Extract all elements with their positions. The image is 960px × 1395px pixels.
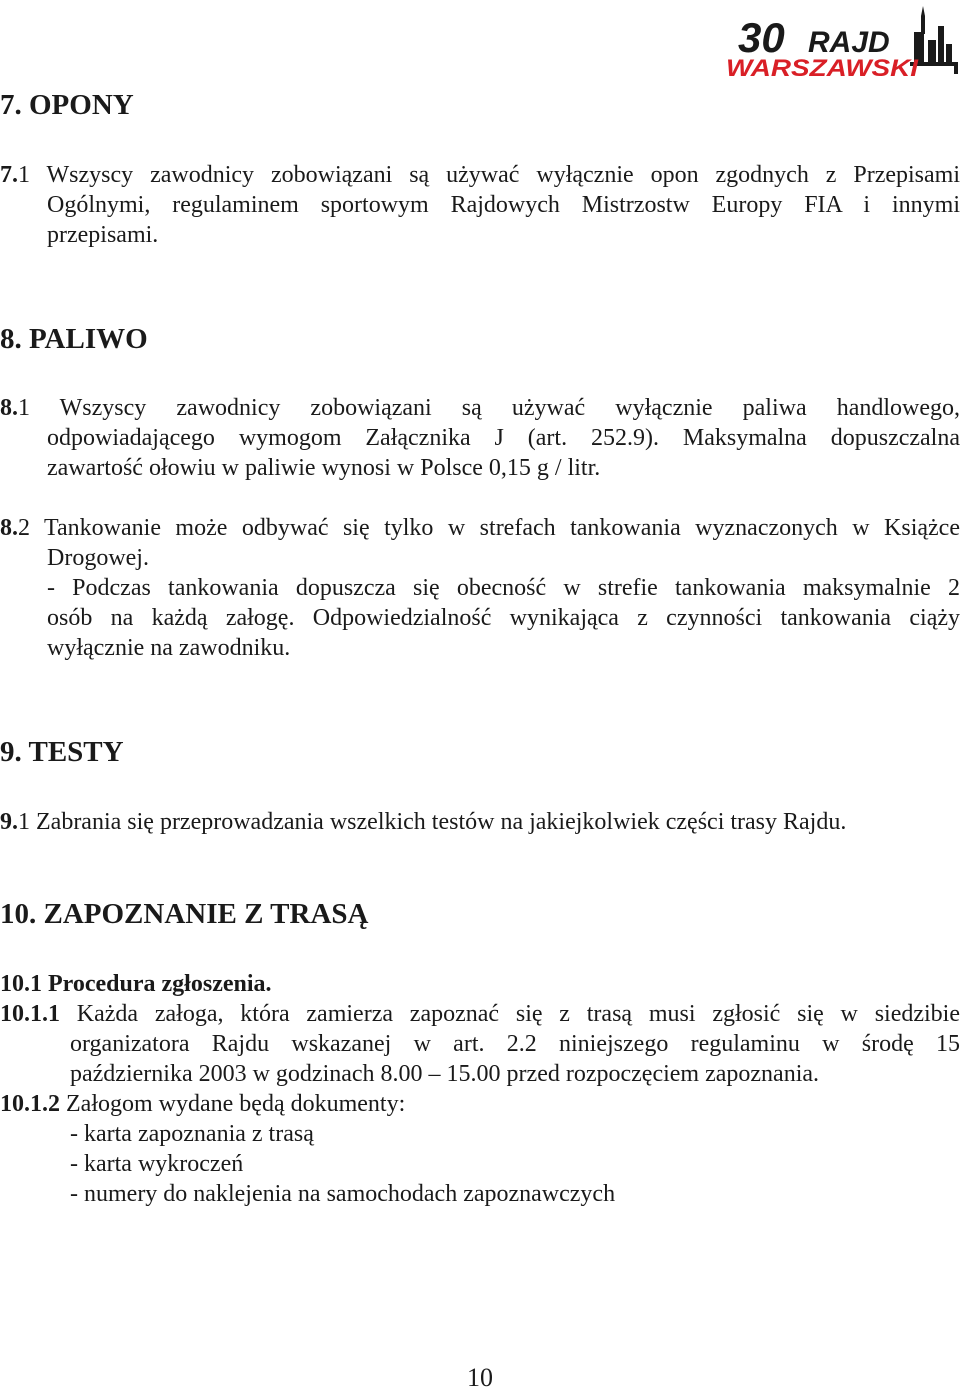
subheading-procedura: 10.1 Procedura zgłoszenia. [0, 971, 272, 997]
paragraph-8-1-line-3: zawartość ołowiu w paliwie wynosi w Polsce 0,15 g / litr. [47, 455, 601, 481]
paragraph-10-1-2 [0, 1089, 405, 1119]
paragraph-8-1-line-2: odpowiadającego wymogom Załącznika J (art. 252.9). Maksymalna dopuszczalna [47, 425, 960, 451]
logo-number: 30 [738, 14, 785, 61]
section-heading-paliwo: 8. PALIWO [0, 323, 148, 355]
clause-number: 7. [0, 162, 18, 188]
clause-text: Zabrania się przeprowadzania wszelkich testów na jakiejkolwiek części trasy Rajdu. [30, 809, 847, 835]
clause-number: 10.1.2 [0, 1091, 60, 1117]
clause-number-digit: 1 [18, 162, 30, 188]
list-item: - karta zapoznania z trasą [70, 1121, 314, 1147]
paragraph-8-2-line-1 [0, 513, 960, 543]
clause-number: 8. [0, 395, 18, 421]
list-item: - numery do naklejenia na samochodach zapoznawczych [70, 1181, 616, 1207]
paragraph-7-1-line-3: przepisami. [47, 222, 159, 248]
list-item: - karta wykroczeń [70, 1151, 244, 1177]
logo-word-rajd: RAJD [808, 26, 890, 59]
clause-text: Wszyscy zawodnicy zobowiązani są używać wyłącznie opon zgodnych z Przepisami [30, 162, 960, 188]
paragraph-7-1-line-1 [0, 160, 960, 190]
paragraph-10-1-1-line-3: października 2003 w godzinach 8.00 – 15.00 przed rozpoczęciem zapoznania. [70, 1061, 820, 1087]
clause-text: Wszyscy zawodnicy zobowiązani są używać wyłącznie paliwa handlowego, [30, 395, 960, 421]
paragraph-7-1-line-2: Ogólnymi, regulaminem sportowym Rajdowych Mistrzostw Europy FIA i innymi [47, 192, 960, 218]
paragraph-8-2-line-2: Drogowej. [47, 545, 149, 571]
paragraph-8-1-line-1 [0, 393, 960, 423]
paragraph-10-1-1-line-2: organizatora Rajdu wskazanej w art. 2.2 niniejszego regulaminu w środę 15 [70, 1031, 960, 1057]
paragraph-8-2-line-5: wyłącznie na zawodniku. [47, 635, 291, 661]
paragraph-10-1-1-line-1 [0, 999, 960, 1029]
page-number: 10 [467, 1363, 493, 1392]
clause-text: Załogom wydane będą dokumenty: [60, 1091, 406, 1117]
clause-number-digit: 1 [18, 809, 30, 835]
rally-logo [724, 4, 960, 86]
section-heading-opony: 7. OPONY [0, 89, 134, 121]
paragraph-8-2-line-4: osób na każdą załogę. Odpowiedzialność wynikająca z czynności tankowania ciąży [47, 605, 960, 631]
clause-number: 8. [0, 515, 18, 541]
logo-word-warszawski: WARSZAWSKI [726, 55, 920, 82]
section-heading-testy: 9. TESTY [0, 736, 124, 768]
clause-number: 9. [0, 809, 18, 835]
section-heading-zapoznanie: 10. ZAPOZNANIE Z TRASĄ [0, 898, 369, 930]
clause-number: 10.1.1 [0, 1001, 60, 1027]
clause-text: Każda załoga, która zamierza zapoznać się z trasą musi zgłosić się w siedzibie [60, 1001, 960, 1027]
paragraph-9-1 [0, 807, 846, 837]
clause-number-digit: 2 [18, 515, 30, 541]
clause-number-digit: 1 [18, 395, 30, 421]
paragraph-8-2-line-3: - Podczas tankowania dopuszcza się obecność w strefie tankowania maksymalnie 2 [47, 575, 960, 601]
clause-text: Tankowanie może odbywać się tylko w strefach tankowania wyznaczonych w Książce [30, 515, 960, 541]
